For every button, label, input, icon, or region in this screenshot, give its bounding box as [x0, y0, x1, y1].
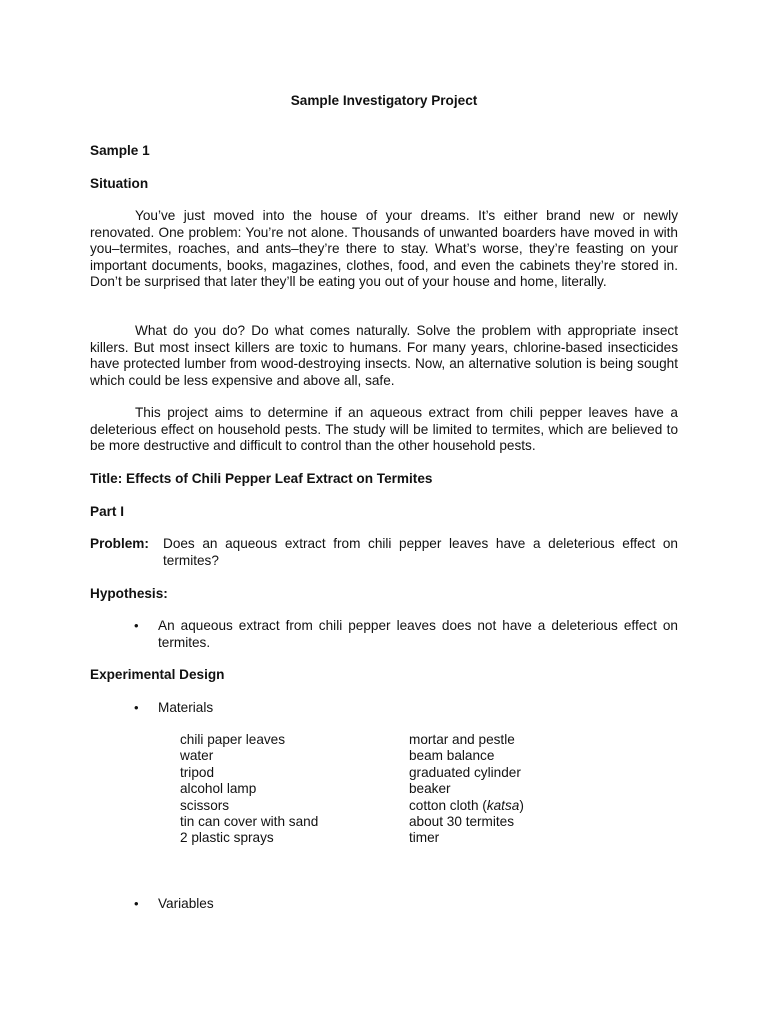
design-heading: Experimental Design: [90, 667, 225, 682]
material-item: about 30 termites: [409, 814, 515, 830]
material-item: chili paper leaves: [180, 732, 286, 747]
hypothesis-text: An aqueous extract from chili pepper leaves does not have a deleterious effect on termites.: [158, 618, 678, 650]
bullet-icon: •: [134, 618, 139, 633]
problem-label: Problem:: [90, 536, 149, 551]
project-title: Title: Effects of Chili Pepper Leaf Extract on Termites: [90, 471, 433, 486]
bullet-icon: •: [134, 700, 139, 715]
material-item: beam balance: [409, 748, 495, 764]
material-item: mortar and pestle: [409, 732, 515, 747]
document-title: Sample Investigatory Project: [290, 93, 478, 108]
paragraph-3: [90, 405, 678, 455]
paragraph-3-text: This project aims to determine if an aqueous extract from chili pepper leaves have a deleterious effect on household pests. The study will be limited to termites, which are believed to be more destructive and difficult to control than the other household pests.: [90, 405, 678, 454]
paragraph-2-text: What do you do? Do what comes naturally. Solve the problem with appropriate insect killers. But most insect killers are toxic to humans. For many years, chlorine-based insecticides have protected lumber from wood-destroying insects. Now, an alternative solution is being sought which could be less expensive and above all, safe.: [90, 323, 678, 388]
bullet-icon: •: [134, 896, 139, 911]
part-heading: Part I: [90, 504, 124, 519]
material-item-text: cotton cloth (: [409, 797, 487, 813]
materials-label: Materials: [158, 700, 214, 715]
material-item: 2 plastic sprays: [180, 830, 274, 846]
material-item: tin can cover with sand: [180, 814, 319, 830]
paragraph-1-text: You’ve just moved into the house of your dreams. It’s either brand new or newly renovated. One problem: You’re not alone. Thousands of unwanted boarders have moved in with you–termites, roaches, and ants–they’re there to stay. What’s worse, they’re feasting on your important documents, books, magazines, clothes, food, and even the cabinets they’re stored in. Don’t be surprised that later they’ll be eating you out of your house and home, literally.: [90, 208, 678, 290]
variables-label: Variables: [158, 896, 214, 911]
katsa-word: katsa: [486, 797, 520, 813]
sample-heading: Sample 1: [90, 143, 150, 158]
material-item: graduated cylinder: [409, 764, 521, 780]
material-item: beaker: [409, 781, 451, 797]
material-item: scissors: [180, 797, 230, 813]
katsa-close: ): [519, 797, 524, 813]
materials-list-right: [409, 732, 524, 847]
hypothesis-heading: Hypothesis:: [90, 586, 168, 601]
material-item: tripod: [180, 764, 215, 780]
problem-text: Does an aqueous extract from chili pepper leaves have a deleterious effect on termites?: [163, 536, 678, 568]
material-item: water: [180, 748, 214, 764]
paragraph-1: [90, 208, 678, 291]
materials-list-left: [180, 732, 318, 847]
paragraph-2: [90, 323, 678, 389]
material-item: alcohol lamp: [180, 781, 257, 797]
material-item: timer: [409, 830, 440, 846]
situation-heading: Situation: [90, 176, 149, 191]
material-item-cotton: [409, 798, 524, 814]
